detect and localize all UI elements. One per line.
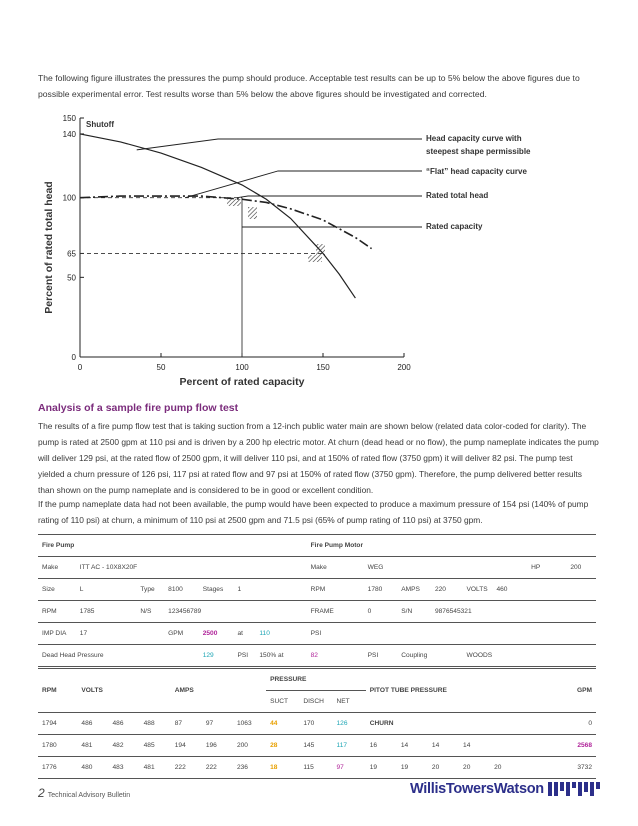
rated-head-label: Rated total head [426,191,489,200]
pitot-cell: 19 [397,757,428,779]
gpm-label: GPM [164,623,199,645]
y-tick-label: 50 [67,273,76,283]
disch-cell: 170 [299,713,332,735]
rpm-cell: 1794 [38,713,77,735]
analysis-title: Analysis of a sample fire pump flow test [38,402,239,414]
dead-head-pressure-label: Dead Head Pressure [38,645,199,667]
steep-curve-label-2: steepest shape permissible [426,147,531,156]
stages-value: 1 [233,579,306,601]
sn-value: 9876545321 [431,601,596,623]
size-value: L [76,579,137,601]
brand-name: WillisTowersWatson [410,781,544,797]
rated-gpm-value: 2500 [199,623,234,645]
table-header-row [38,669,596,691]
amps-cell: 97 [202,713,233,735]
shutoff-label: Shutoff [86,120,114,129]
doc-name: Technical Advisory Bulletin [47,792,131,799]
flat-curve-label: “Flat” head capacity curve [426,167,527,176]
volts-header: VOLTS [77,669,170,713]
motor-rpm-value: 1780 [364,579,398,601]
psi-label: PSI [233,645,255,667]
volts-cell: 481 [140,757,171,779]
suct-cell: 28 [266,735,299,757]
footer-page-info [38,786,130,800]
steep-curve-label: Head capacity curve with [426,134,522,143]
amps-cell: 236 [233,757,266,779]
psi-label-2: PSI [364,645,398,667]
amps-cell: 222 [171,757,202,779]
y-tick-label: 0 [71,353,76,362]
size-label: Size [38,579,76,601]
pitot-cell: 14 [428,735,459,757]
stages-label: Stages [199,579,234,601]
dead-head-pressure-value: 129 [199,645,234,667]
hatch-mark [308,255,322,262]
hatch-mark [248,207,257,219]
rated-capacity-label: Rated capacity [426,222,483,231]
gpm-cell: 0 [554,713,596,735]
table-row [38,601,596,623]
volts-cell: 481 [77,735,108,757]
volts-value: 460 [492,579,596,601]
chart-axes [43,114,411,388]
table-row [38,757,596,779]
table-row [38,557,596,579]
pitot-cell: 20 [459,757,490,779]
rpm-cell: 1776 [38,757,77,779]
x-tick-label: 150 [316,363,330,372]
150-at-label: 150% at [255,645,306,667]
y-tick-label: 140 [62,129,76,139]
hp-label: HP [527,557,566,579]
table-row [38,623,596,645]
amps-header: AMPS [171,669,266,713]
motor-make-label: Make [307,557,364,579]
disch-cell: 145 [299,735,332,757]
sn-label: S/N [397,601,431,623]
suct-cell: 18 [266,757,299,779]
intro-paragraph: The following figure illustrates the pressures the pump should produce. Acceptable test results can be up to 5% below the above figures due to possible experimental error. Test results worse than 5% below the above figures should be investigated and corrected. [38,73,580,99]
table-row [38,535,596,557]
rpm-cell: 1780 [38,735,77,757]
suct-header: SUCT [266,691,299,713]
psi-label: PSI [307,623,364,645]
volts-cell: 482 [109,735,140,757]
motor-make-value: WEG [364,557,527,579]
leader-rated-head [237,196,422,198]
pump-test-results-table [38,668,596,779]
pitot-cell: 14 [397,735,428,757]
pitot-cell: 16 [366,735,397,757]
gpm-header: GPM [554,669,596,713]
pitot-cell: 20 [428,757,459,779]
brand-logo-icon [548,782,600,796]
table-row [38,645,596,667]
hp-value: 200 [566,557,596,579]
at-label: at [233,623,255,645]
fire-pump-header: Fire Pump [38,535,307,557]
chart-reference-lines [80,198,323,357]
pitot-cell: CHURN [366,713,555,735]
rpm-label: RPM [38,601,76,623]
type-value: 8100 [164,579,199,601]
table-row [38,713,596,735]
x-tick-label: 200 [397,363,411,372]
gpm-cell: 2568 [554,735,596,757]
amps-cell: 200 [233,735,266,757]
page-number: 2 [38,786,45,800]
amps-value: 220 [431,579,463,601]
motor-rpm-label: RPM [307,579,364,601]
net-header: NET [333,691,366,713]
flat-curve-line [80,196,372,249]
pitot-cell: 19 [366,757,397,779]
y-tick-label: 100 [62,193,76,203]
net-cell: 126 [333,713,366,735]
pump-curve-chart [38,108,598,390]
ns-value: 123456789 [164,601,306,623]
net-cell: 117 [333,735,366,757]
y-tick-label: 65 [67,249,76,259]
steep-curve-line [80,134,355,298]
imp-dia-value: 17 [76,623,164,645]
disch-header: DISCH [299,691,332,713]
amps-cell: 196 [202,735,233,757]
rpm-header: RPM [38,669,77,713]
x-tick-label: 50 [156,363,166,372]
amps-cell: 87 [171,713,202,735]
pressure-header: PRESSURE [266,669,366,691]
x-tick-label: 100 [235,363,249,372]
leader-steep-curve [137,139,422,150]
ns-label: N/S [136,601,164,623]
amps-cell: 194 [171,735,202,757]
chart-series [80,134,372,298]
suct-cell: 44 [266,713,299,735]
y-axis-label: Percent of rated total head [43,181,55,314]
table-row [38,579,596,601]
150-pressure-value: 82 [307,645,364,667]
amps-cell: 1063 [233,713,266,735]
table-row [38,735,596,757]
pitot-cell [490,735,554,757]
amps-cell: 222 [202,757,233,779]
rated-psi-value: 110 [255,623,306,645]
fire-pump-motor-header: Fire Pump Motor [307,535,596,557]
analysis-paragraph-2: If the pump nameplate data had not been available, the pump would have been expected to produce a maximum pressure of 154 psi (140% of pump rating of 110 psi) at churn, a minimum of 110 psi at 2500 gpm and 71.5 psi (65% of pump rating of 110 psi) at 3750 gpm. [38,499,589,525]
pitot-cell: 14 [459,735,490,757]
make-label: Make [38,557,76,579]
x-axis-label: Percent of rated capacity [179,376,305,388]
volts-cell: 486 [77,713,108,735]
make-value: ITT AC - 10X8X20F [76,557,307,579]
frame-label: FRAME [307,601,364,623]
pitot-cell: 20 [490,757,554,779]
volts-cell: 483 [109,757,140,779]
hatch-mark [227,199,241,206]
imp-dia-label: IMP DIA [38,623,76,645]
coupling-value: WOODS [462,645,596,667]
volts-cell: 480 [77,757,108,779]
hatch-mark [316,244,325,255]
volts-cell: 488 [140,713,171,735]
pitot-header: PITOT TUBE PRESSURE [366,669,555,713]
rpm-value: 1785 [76,601,137,623]
gpm-cell: 3732 [554,757,596,779]
net-cell: 97 [333,757,366,779]
disch-cell: 115 [299,757,332,779]
fire-pump-info-table [38,534,596,667]
coupling-label: Coupling [397,645,462,667]
x-tick-label: 0 [77,363,83,372]
volts-cell: 486 [109,713,140,735]
y-tick-label: 150 [62,114,76,123]
amps-label: AMPS [397,579,431,601]
leader-flat-curve [185,171,422,198]
volts-cell: 485 [140,735,171,757]
volts-label: VOLTS [462,579,492,601]
analysis-paragraph-1: The results of a fire pump flow test that is taking suction from a 12-inch public water main are shown below (related data color-coded for clarity). The pump is rated at 2500 gpm at 110 psi and is driven by a 200 hp electric motor. At churn (dead head or no flow), the pump nameplate indicates the pump will deliver 129 psi, at the rated flow of 2500 gpm, it will deliver 110 psi, and at 150% of rated flow (3750 gpm) it will deliver 82 psi. The pump test yielded a churn pressure of 126 psi, 117 psi at rated flow and 97 psi at 150% of rated flow (3750 gpm). Therefore, the pump delivered better results than shown on the pump nameplate and is considered to be in good or excellent condition. [38,421,599,495]
type-label: Type [136,579,164,601]
frame-value: 0 [364,601,398,623]
